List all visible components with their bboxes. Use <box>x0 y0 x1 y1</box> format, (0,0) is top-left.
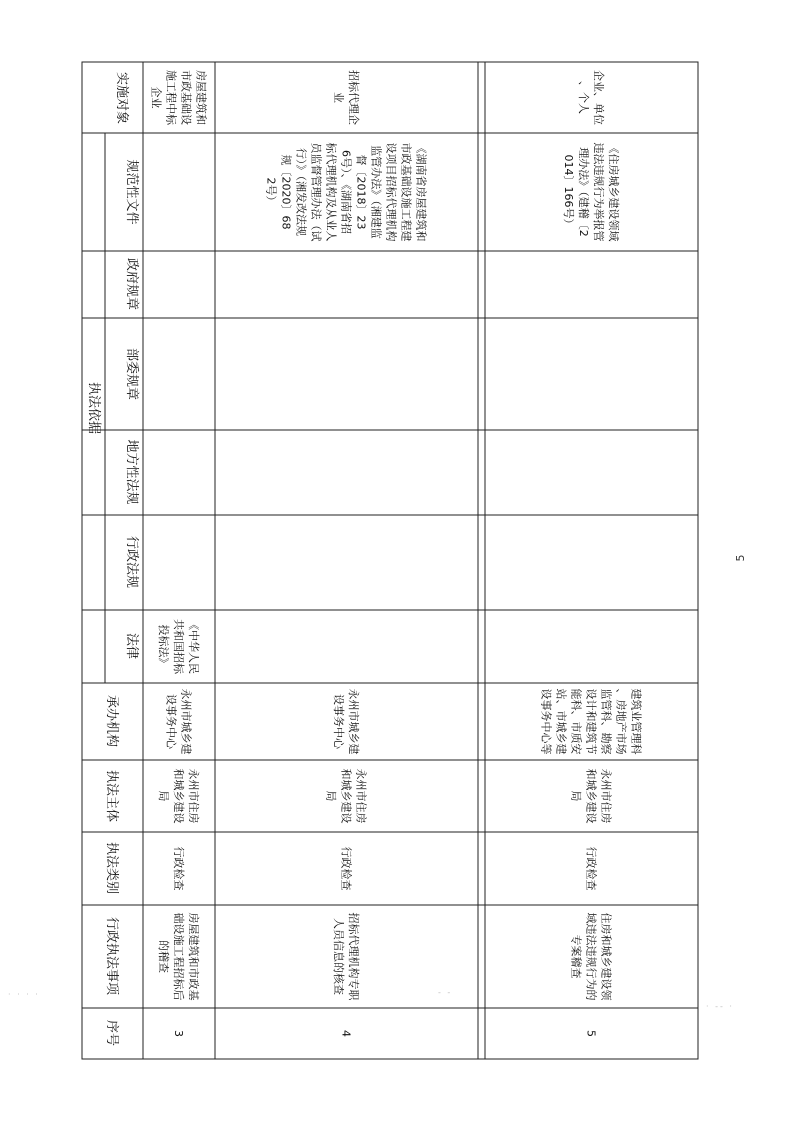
cell-target-line: 、个人 <box>577 81 590 114</box>
header-category: 执法类别 <box>104 841 119 895</box>
cell-norm-doc-line: 6号）、《湖南省招 <box>339 150 353 234</box>
cell-norm-doc-line: 《湖南省房屋建筑和 <box>414 142 428 242</box>
cell-agency-line: 永州市城乡建 <box>347 688 360 755</box>
cell-norm-doc-line: 市政基础设施工程建 <box>399 142 413 242</box>
header-norm-doc: 规范性文件 <box>124 159 139 225</box>
cell-item-line: 域违法违规行为的 <box>584 912 598 1001</box>
cell-subject-line: 局 <box>569 790 583 802</box>
cell-norm-doc-line: 规〔2020〕68 <box>279 154 293 230</box>
cell-item-line: 础设施工程招标后 <box>172 912 185 1001</box>
header-basis: 执法依据 <box>86 381 101 435</box>
cell-item-line: 的稽查 <box>157 940 170 973</box>
scan-mark: - - <box>438 988 453 997</box>
cell-item-line: 人员信息的核查 <box>332 918 345 995</box>
header-law: 法律 <box>124 632 139 660</box>
page-number: 5 <box>734 554 747 562</box>
cell-subject-line: 局 <box>324 790 338 802</box>
cell-target-line: 企业、单位 <box>592 70 605 125</box>
cell-subject-line: 永州市住房 <box>599 768 613 824</box>
cell-seq-line: 4 <box>339 1030 353 1037</box>
cell-category-line: 行政检查 <box>339 846 353 891</box>
cell-category-line: 行政检查 <box>172 846 185 891</box>
header-local-reg: 地方性法规 <box>124 439 139 505</box>
cell-target-line: 房屋建筑和 <box>194 70 208 125</box>
cell-category-line: 行政检查 <box>584 846 598 891</box>
cell-target-line: 企业 <box>149 86 163 109</box>
cell-norm-doc-line: 标代理机构及从业人 <box>324 142 338 242</box>
cell-seq-line: 5 <box>584 1030 598 1037</box>
cell-norm-doc-line: 员监督管理办法（试 <box>309 142 323 242</box>
cell-norm-doc-line: 《住房城乡建设领域 <box>607 142 620 242</box>
cell-subject-line: 永州市住房 <box>354 768 368 824</box>
cell-subject-line: 和城乡建设 <box>339 768 353 824</box>
cell-law-line: 《中华人民 <box>187 619 200 674</box>
cell-seq-line: 3 <box>172 1030 185 1037</box>
cell-subject-line: 永州市住房 <box>187 768 200 824</box>
header-agency: 承办机构 <box>104 694 119 748</box>
cell-agency-line: 建筑业管理科 <box>629 688 643 755</box>
cell-agency-line: 设计和建筑节 <box>584 688 598 755</box>
cell-norm-doc-line: 理办法》（建稽〔2 <box>577 147 590 237</box>
cell-subject-line: 和城乡建设 <box>584 768 598 824</box>
cell-norm-doc-line: 设项目招标代理机构 <box>384 142 398 242</box>
cell-law-line: 共和国招标 <box>172 619 185 674</box>
scan-mark: · · · · <box>8 990 40 999</box>
cell-agency-line: 站、市城乡建 <box>554 688 568 755</box>
cell-norm-doc-line: 监管办法》（湘建监 <box>369 145 383 239</box>
cell-agency-line: 、房地产市场 <box>614 688 628 755</box>
cell-agency-line: 能科、市质安 <box>569 688 583 755</box>
cell-subject-line: 局 <box>157 790 170 802</box>
cell-norm-doc-line: 2号） <box>264 177 278 207</box>
cell-norm-doc-line: 督〔2018〕23 <box>354 154 368 230</box>
cell-norm-doc-line: 行）》（湘发改法规 <box>294 148 308 236</box>
header-admin-reg: 行政法规 <box>124 535 139 589</box>
cell-target-line: 施工程中标 <box>164 70 178 125</box>
cell-item-line: 专案稽查 <box>569 934 583 979</box>
cell-agency-line: 监管科、勘察 <box>599 688 613 755</box>
cell-norm-doc-line: 违法违规行为举报管 <box>592 142 605 242</box>
table-body <box>150 70 644 1037</box>
header-target: 实施对象 <box>114 71 129 125</box>
header-dept-rule: 部委规章 <box>124 347 139 401</box>
cell-target-line: 招标代理企 <box>347 70 360 125</box>
scan-mark: · -- · <box>706 1002 734 1011</box>
cell-agency-line: 设事务中心 <box>332 694 345 749</box>
cell-item-line: 住房和城乡建设领 <box>599 912 613 1001</box>
header-item: 行政执法事项 <box>104 916 119 996</box>
cell-law-line: 投标法》 <box>157 624 170 669</box>
cell-agency-line: 永州市城乡建 <box>179 688 193 755</box>
cell-item-line: 招标代理机构专职 <box>347 912 360 1001</box>
cell-agency-line: 设事务中心等 <box>539 688 553 755</box>
cell-item-line: 房屋建筑和市政基 <box>187 912 200 1001</box>
header-subject: 执法主体 <box>104 769 119 823</box>
cell-target-line: 市政基础设 <box>179 70 193 125</box>
header-gov-rule: 政府规章 <box>124 257 139 311</box>
cell-norm-doc-line: 014〕166号） <box>562 154 575 230</box>
header-seq: 序号 <box>104 1019 119 1047</box>
cell-subject-line: 和城乡建设 <box>172 768 185 824</box>
cell-target-line: 业 <box>332 92 345 103</box>
cell-agency-line: 设事务中心 <box>164 694 178 749</box>
